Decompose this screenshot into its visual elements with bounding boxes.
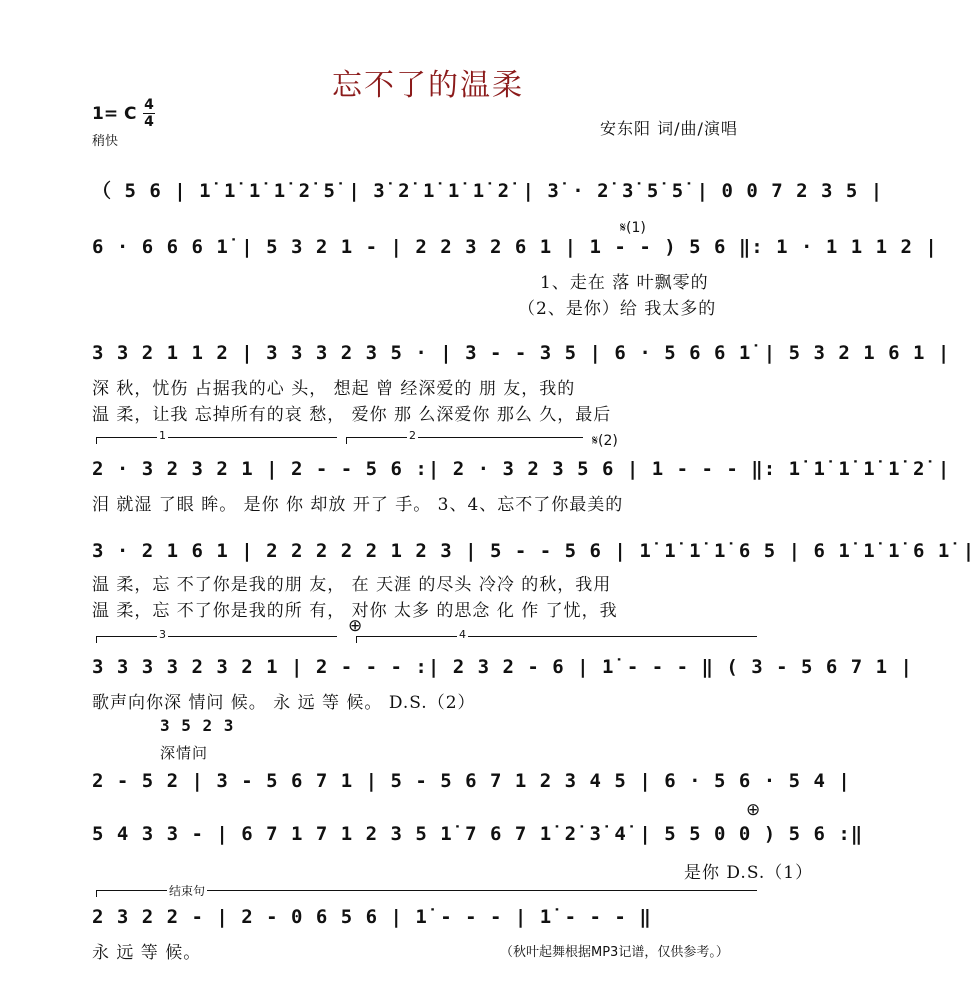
lyric-row-9: 是你 D.S.（1） bbox=[684, 863, 814, 883]
score-row-3: 3 3 2 1 1 2 | 3 3 3 2 3 5 · | 3 - - 3 5 | 6 · 5 6 6 1̇ | 5 3 2 1 6 1 | bbox=[92, 342, 951, 364]
volta-bracket-4 bbox=[356, 628, 757, 643]
lyric-row-3-verse-1: 深 秋，忧伤 占据我的心 头， 想起 曾 经深爱的 朋 友，我的 bbox=[92, 379, 576, 399]
score-row-2: 6 · 6 6 6 1̇ | 5 3 2 1 - | 2 2 3 2 6 1 | 1 - - ) 5 6 ‖: 1 · 1 1 1 2 | bbox=[92, 236, 938, 258]
lyric-row-10: 永 远 等 候。 bbox=[92, 943, 202, 963]
score-row-8: 2 - 5 2 | 3 - 5 6 7 1 | 5 - 5 6 7 1 2 3 4 5 | 6 · 5 6 · 5 4 | bbox=[92, 770, 851, 792]
volta-number-4: 4 bbox=[459, 628, 466, 641]
volta-bracket-3 bbox=[96, 628, 337, 643]
lyric-row-6: 歌声向你深 情问 候。 永 远 等 候。 D.S.（2） bbox=[92, 693, 476, 713]
lyric-row-5-verse-2: 温 柔，忘 不了你是我的所 有， 对你 太多 的思念 化 作 了忧，我 bbox=[92, 601, 618, 621]
coda-icon-2: ⊕ bbox=[746, 800, 761, 820]
key-signature: 1= C bbox=[92, 104, 137, 124]
score-row-alt: 3 5 2 3 bbox=[160, 716, 235, 735]
coda-icon: ⊕ bbox=[348, 616, 363, 636]
lyric-row-4: 泪 就湿 了眼 眸。 是你 你 却放 开了 手。 3、4、忘不了你最美的 bbox=[92, 495, 624, 515]
lyric-row-2-verse-1: 1、走在 落 叶飘零的 bbox=[540, 273, 709, 293]
score-row-4: 2 · 3 2 3 2 1 | 2 - - 5 6 :| 2 · 3 2 3 5 6 | 1 - - - ‖: 1̇ 1̇ 1̇ 1̇ 1̇ 2̇ | bbox=[92, 458, 951, 480]
credit: 安东阳 词/曲/演唱 bbox=[600, 119, 738, 138]
score-row-5: 3 · 2 1 6 1 | 2 2 2 2 2 1 2 3 | 5 - - 5 6 | 1̇ 1̇ 1̇ 1̇ 6 5 | 6 1̇ 1̇ 1̇ 6 1̇ | bbox=[92, 540, 975, 562]
score-row-9: 5 4 3 3 - | 6 7 1 7 1 2 3 5 1̇ 7 6 7 1̇ 2̇ 3̇ 4̇ | 5 5 0 0 ) 5 6 :‖ bbox=[92, 823, 864, 845]
segno-1: 𝄋(1) bbox=[620, 220, 646, 236]
lyric-row-alt: 深情问 bbox=[160, 744, 209, 762]
song-title: 忘不了的温柔 bbox=[332, 68, 524, 103]
time-signature bbox=[143, 98, 155, 129]
volta-number-3: 3 bbox=[159, 628, 166, 641]
score-row-10: 2 3 2 2 - | 2 - 0 6 5 6 | 1̇ - - - | 1̇ - - - ‖ bbox=[92, 906, 652, 928]
transcription-remark: （秋叶起舞根据MP3记谱，仅供参考。） bbox=[500, 945, 729, 960]
time-top: 4 bbox=[144, 97, 154, 113]
ending-label: 结束句 bbox=[169, 884, 206, 898]
volta-bracket-1 bbox=[96, 429, 337, 444]
volta-number-1: 1 bbox=[159, 429, 166, 442]
time-bottom: 4 bbox=[144, 114, 154, 130]
score-row-6: 3 3 3 3 2 3 2 1 | 2 - - - :| 2 3 2 - 6 | 1̇ - - - ‖ ( 3 - 5 6 7 1 | bbox=[92, 656, 913, 678]
volta-bracket-2 bbox=[346, 429, 583, 444]
segno-2: 𝄋(2) bbox=[592, 433, 618, 449]
score-row-1: （ 5 6 | 1̇ 1̇ 1̇ 1̇ 2̇ 5̇ | 3̇ 2̇ 1̇ 1̇ 1̇ 2̇ | 3̇ · 2̇ 3̇ 5̇ 5̇ | 0 0 7 2 3 5 | bbox=[92, 180, 884, 202]
tempo-marking: 稍快 bbox=[92, 134, 119, 149]
volta-number-2: 2 bbox=[409, 429, 416, 442]
lyric-row-2-verse-2: （2、是你）给 我太多的 bbox=[518, 299, 717, 319]
ending-bracket bbox=[96, 884, 757, 898]
lyric-row-3-verse-2: 温 柔，让我 忘掉所有的哀 愁， 爱你 那 么深爱你 那么 久，最后 bbox=[92, 405, 612, 425]
lyric-row-5-verse-1: 温 柔，忘 不了你是我的朋 友， 在 天涯 的尽头 冷冷 的秋，我用 bbox=[92, 575, 612, 595]
